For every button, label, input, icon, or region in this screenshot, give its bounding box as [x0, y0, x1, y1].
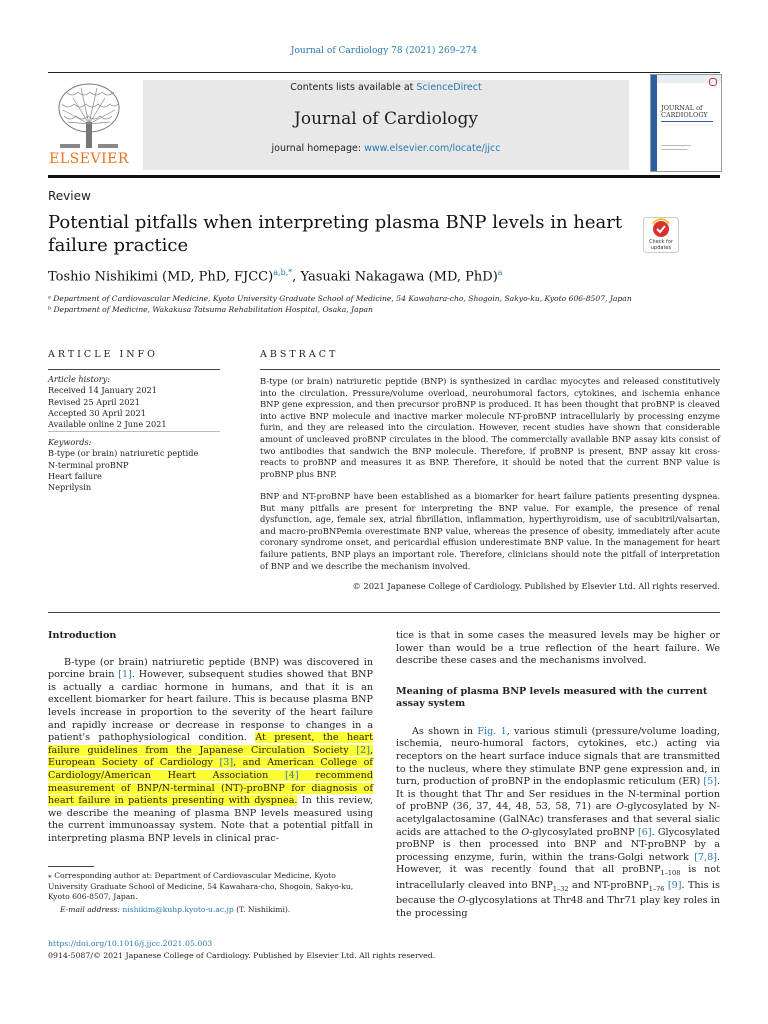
meaning-text: -glycosylated proBNP	[529, 826, 638, 838]
meaning-paragraph	[396, 726, 720, 921]
history-accepted: Accepted 30 April 2021	[48, 407, 146, 418]
crossmark-label-line2: updates	[650, 244, 672, 251]
footnote-text: Corresponding author at: Department of Cardiovascular Medicine, Kyoto University Graduate School of Medicine, 54 Kawahara-cho, Shogoin, Sakyo-ku, Kyoto 606-8507, Japan.	[48, 871, 354, 902]
italic-o: O	[457, 895, 466, 907]
contents-prefix: Contents lists available at	[290, 82, 417, 93]
left-column	[48, 630, 373, 846]
reference-link[interactable]: [3]	[219, 757, 234, 769]
sciencedirect-link[interactable]: ScienceDirect	[416, 82, 482, 93]
subscript: 1–108	[660, 869, 681, 878]
keyword: Neprilysin	[48, 482, 92, 493]
reference-link[interactable]: [4]	[285, 769, 299, 781]
meaning-text: and NT-proBNP	[568, 879, 649, 891]
reference-link[interactable]: [5]	[703, 776, 717, 788]
history-online: Available online 2 June 2021	[48, 419, 167, 430]
intro-text: B-type (or brain) natriuretic peptide (BNP) was discovered in porcine brain	[48, 656, 373, 681]
abstract-copyright: © 2021 Japanese College of Cardiology. Published by Elsevier Ltd. All rights reserved.	[352, 581, 720, 591]
crossmark-label-line1: Check for	[649, 239, 673, 245]
intro-continuation: tice is that in some cases the measured levels may be higher or lower than would be a true reflection of the heart failure. We describe these cases and the mechanisms involved.	[396, 630, 720, 667]
meaning-text: . It is thought that Thr and Ser residues in the N-terminal portion of proBNP (36, 37, 44, 48, 53, 58, 71) are	[396, 776, 720, 813]
meaning-text: , various stimuli (pressure/volume loading, ischemia, neuro-humoral factors, cytokines, etc.) acting via receptors on the heart surface induce signals that are transmitted to the nucleus, where they stimulate BNP gene expression and, in turn, production of proBNP in the endoplasmic reticulum (ER)	[396, 725, 720, 788]
footnote-marker: ⁎	[48, 871, 52, 880]
contents-line	[143, 82, 629, 93]
keyword: Heart failure	[48, 470, 102, 481]
email-label: E-mail address:	[60, 905, 123, 914]
article-info-heading: ARTICLE INFO	[48, 349, 158, 360]
cover-title	[661, 105, 708, 119]
journal-header-box	[143, 80, 629, 170]
journal-title: Journal of Cardiology	[294, 109, 478, 129]
check-for-updates-badge[interactable]	[643, 217, 679, 253]
meaning-text: . Glycosylated proBNP is then processed into BNP and NT-proBNP by a processing enzyme, furin, within the trans-Golgi network	[396, 826, 720, 863]
meaning-text: -glycosylated by N-acetylgalactosamine (GalNAc) transferases and that several sialic acids are attached to the	[396, 801, 720, 838]
footnote-rule	[48, 866, 94, 867]
abstract-bottom-rule	[48, 612, 720, 613]
abstract-rule	[260, 369, 720, 370]
author-list	[48, 268, 503, 284]
cover-title-line2: CARDIOLOGY	[661, 111, 708, 119]
meaning-text: As shown in	[412, 725, 478, 737]
author-2[interactable]: Yasuaki Nakagawa (MD, PhD)	[300, 269, 498, 285]
meaning-text: . This is because the	[396, 879, 720, 907]
author-2-affil[interactable]: a	[497, 268, 503, 277]
article-title: Potential pitfalls when interpreting plasma BNP levels in heart failure practice	[48, 212, 623, 256]
keywords	[48, 437, 220, 493]
reference-link[interactable]: [1]	[118, 669, 132, 681]
intro-text: . However, subsequent studies showed that BNP is actually a cardiac hormone in humans, and that it is an excellent biomarker for heart failure. This is because plasma BNP levels increase in proportion to the severity of the heart failure and rapidly increase or decrease in response to changes in a patient's pathophysiological condition.	[48, 669, 373, 744]
keyword: B-type (or brain) natriuretic peptide	[48, 448, 199, 459]
reference-link[interactable]: [2]	[356, 744, 370, 756]
elsevier-logo[interactable]	[48, 80, 130, 170]
homepage-prefix: journal homepage:	[271, 143, 365, 154]
subscript: 1–76	[648, 884, 665, 893]
header-thick-rule	[48, 175, 720, 178]
history-received: Received 14 January 2021	[48, 385, 157, 396]
article-type: Review	[48, 189, 91, 203]
history-revised: Revised 25 April 2021	[48, 396, 140, 407]
keywords-label: Keywords:	[48, 437, 92, 447]
reference-link[interactable]: [7,8]	[694, 851, 717, 863]
article-history	[48, 374, 220, 430]
elsevier-wordmark: ELSEVIER	[49, 151, 129, 167]
abstract-paragraph-1: B-type (or brain) natriuretic peptide (BNP) is synthesized in cardiac myocytes and released constitutively into the circulation. Pressure/volume overload, neurohumoral factors, cytokines, and ischemia enhance BNP gene expression, and then precursor proBNP is produced. It has been thought that proBNP is cleaved into active BNP molecule and inactive marker molecule NT-proBNP intracellularly by processing enzyme furin, and they are released into the circulation. However, recent studies have shown that considerable amount of uncleaved proBNP circulates in the blood. The commercially available BNP assay kits consist of two antibodies that sandwich the BNP molecule. Therefore, if proBNP is present, BNP assay kit cross-reacts to proBNP and measures it as BNP. Therefore, it should be noted that the current BNP value is proBNP plus BNP.	[260, 376, 720, 479]
article-info-rule	[48, 369, 220, 370]
author-1-affil-marks[interactable]: a,b,	[273, 268, 289, 277]
italic-o: O	[521, 826, 530, 838]
keyword: N-terminal proBNP	[48, 459, 129, 470]
journal-cover-thumbnail[interactable]	[650, 74, 722, 172]
intro-paragraph	[48, 657, 373, 846]
reference-link[interactable]: [6]	[637, 826, 652, 838]
intro-text: In this review, we describe the meaning of plasma BNP levels measured using the current immunoassay system. Note that a potential pitfall in interpreting plasma BNP levels in clinical prac-	[48, 795, 374, 844]
subscript: 1–32	[552, 884, 569, 893]
affiliation-a: ᵃ Department of Cardiovascular Medicine, Kyoto University Graduate School of Medicine, 54 Kawahara-cho, Shogoin, Sakyo-ku, Kyoto 606-8507, Japan	[48, 294, 632, 303]
journal-reference[interactable]: Journal of Cardiology 78 (2021) 269–274	[290, 46, 478, 56]
crossmark-label	[643, 240, 679, 251]
issn-line: 0914-5087/© 2021 Japanese College of Cardiology. Published by Elsevier Ltd. All rights reserved.	[48, 951, 436, 960]
email-link[interactable]: nishikim@kuhp.kyoto-u.ac.jp	[122, 905, 234, 914]
meaning-heading: Meaning of plasma BNP levels measured with the current assay system	[396, 685, 708, 709]
email-owner: (T. Nishikimi).	[233, 905, 291, 914]
highlighted-text-part: , and American College of Cardiology/American Heart Association	[48, 757, 373, 781]
corresponding-author-mark[interactable]: *	[288, 268, 293, 277]
reference-link[interactable]: [9]	[667, 879, 682, 891]
email-footnote	[60, 905, 373, 916]
meaning-text: . However, it was recently found that all proBNP	[396, 851, 720, 876]
keywords-rule	[48, 431, 220, 432]
italic-o: O	[616, 801, 624, 813]
highlighted-text-part: At present, the heart failure guidelines from the Japanese Circulation Society	[48, 732, 373, 756]
doi-link[interactable]: https://doi.org/10.1016/j.jjcc.2021.05.003	[48, 939, 213, 948]
author-separator: ,	[292, 269, 301, 285]
history-label: Article history:	[48, 374, 110, 384]
highlighted-text-part: , European Society of Cardiology	[48, 744, 373, 769]
abstract-paragraph-2: BNP and NT-proBNP have been established as a biomarker for heart failure patients presenting dyspnea. But many pitfalls are present for interpreting the BNP value. For example, the presence of renal dysfunction, age, female sex, atrial fibrillation, inflammation, hyperthyroidism, use of sacubitril/valsartan, and macro-proBNPemia overestimate BNP value, whereas the presence of obesity, immediately after acute coronary syndrome onset, and pericardial effusion underestimate BNP value. In the management for heart failure patients, BNP plays an important role. Therefore, clinicians should note the pitfall of interpretation of BNP and we describe the mechanism involved.	[260, 491, 720, 571]
right-column	[396, 630, 720, 921]
homepage-line	[143, 143, 629, 154]
introduction-heading: Introduction	[48, 630, 117, 641]
corresponding-author-footnote	[48, 871, 373, 903]
highlighted-text-part: recommend measurement of BNP/N-terminal (NT)-proBNP for diagnosis of heart failure in patients presenting with dyspnea.	[48, 769, 374, 807]
cover-title-line1: JOURNAL of	[661, 104, 703, 112]
meaning-text: is not intracellularly cleaved into BNP	[396, 864, 720, 891]
abstract-heading: ABSTRACT	[260, 349, 339, 360]
homepage-link[interactable]: www.elsevier.com/locate/jjcc	[364, 143, 501, 154]
header-rule	[48, 72, 720, 73]
affiliation-b: ᵇ Department of Medicine, Wakakusa Tatsuma Rehabilitation Hospital, Osaka, Japan	[48, 305, 373, 314]
author-1-affil[interactable]	[273, 268, 292, 277]
meaning-text: -glycosylations at Thr48 and Thr71 play key roles in the processing	[396, 895, 720, 919]
figure-link[interactable]: Fig. 1	[477, 725, 507, 737]
author-1[interactable]: Toshio Nishikimi (MD, PhD, FJCC)	[48, 269, 274, 285]
